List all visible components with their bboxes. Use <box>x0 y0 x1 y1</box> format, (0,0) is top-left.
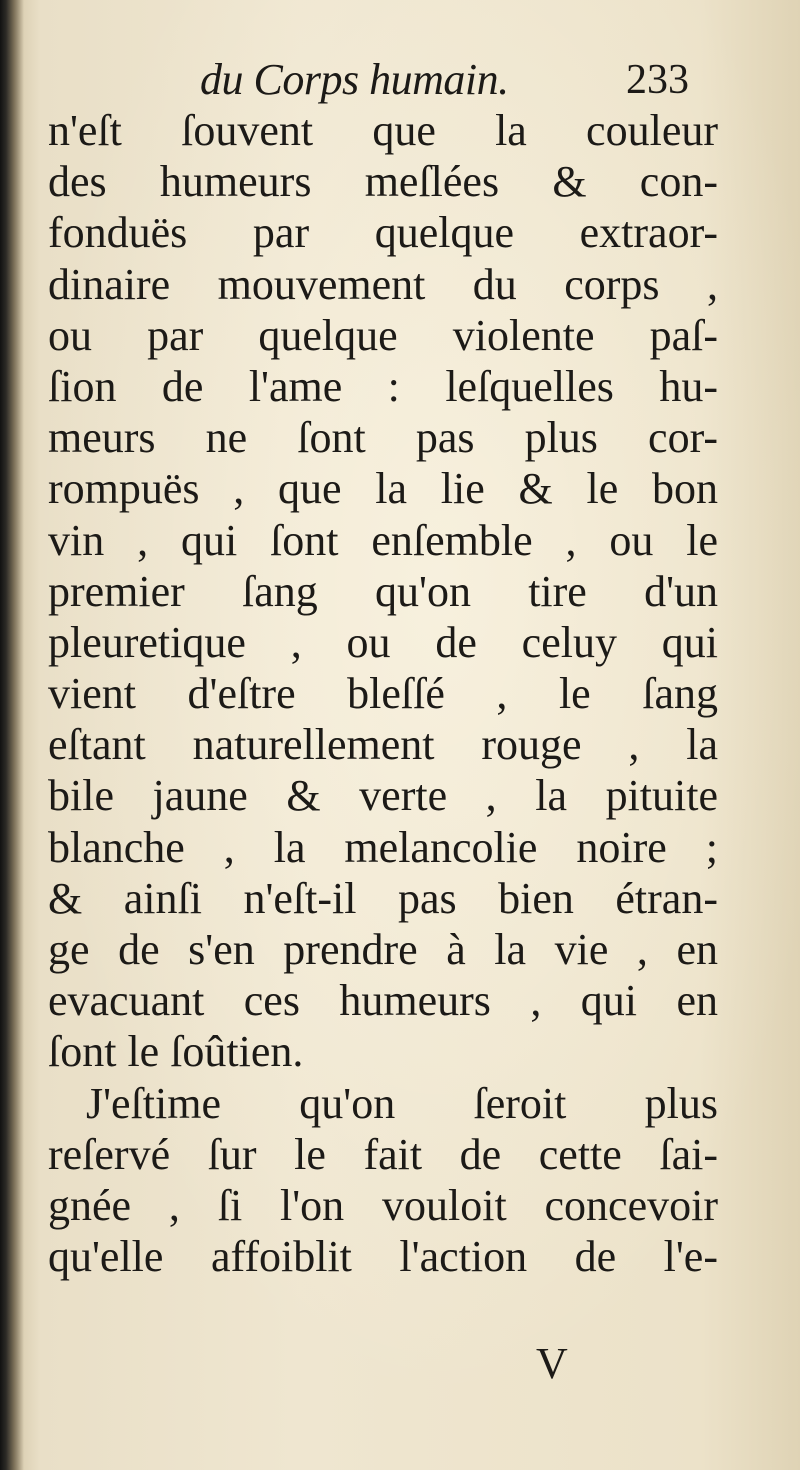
page-header <box>0 50 800 110</box>
text-line: ge de s'en prendre à la vie , en <box>48 925 718 974</box>
text-line: blanche , la melancolie noire ; <box>48 822 718 872</box>
text-line: & ainſi n'eſt-il pas bien étran- <box>48 873 718 923</box>
text-line: vin , qui ſont enſemble , ou le <box>48 515 718 565</box>
page-number: 233 <box>626 57 689 103</box>
text-line: eſtant naturellement rouge , la <box>48 720 718 770</box>
text-line: des humeurs meſlées & con- <box>48 157 718 207</box>
paragraph-start-line: J'eſtime qu'on ſeroit plus <box>86 1078 718 1128</box>
text-line: n'eſt ſouvent que la couleur <box>48 106 718 155</box>
text-line: premier ſang qu'on tire d'un <box>48 566 718 616</box>
text-line: dinaire mouvement du corps , <box>48 259 718 309</box>
running-head: du Corps humain. <box>200 55 509 104</box>
text-line: reſervé ſur le fait de cette ſai- <box>48 1129 718 1179</box>
text-line: evacuant ces humeurs , qui en <box>48 976 718 1026</box>
text-line: pleuretique , ou de celuy qui <box>48 617 718 667</box>
text-line: gnée , ſi l'on vouloit concevoir <box>48 1180 718 1230</box>
binding-shadow <box>0 0 24 1470</box>
signature-mark: V <box>536 1339 568 1388</box>
text-line: ſion de l'ame : leſquelles hu- <box>48 361 718 411</box>
paragraph-end-line: ſont le ſoûtien. <box>48 1027 304 1077</box>
body-text <box>48 105 718 1282</box>
text-line: bile jaune & verte , la pituite <box>48 771 718 821</box>
text-line: meurs ne ſont pas plus cor- <box>48 413 718 463</box>
text-line: rompuës , que la lie & le bon <box>48 464 718 514</box>
text-line: ou par quelque violente paſ- <box>48 310 718 360</box>
text-line: vient d'eſtre bleſſé , le ſang <box>48 669 718 719</box>
text-line: fonduës par quelque extraor- <box>48 208 718 258</box>
text-line: qu'elle affoiblit l'action de l'e- <box>48 1232 718 1282</box>
